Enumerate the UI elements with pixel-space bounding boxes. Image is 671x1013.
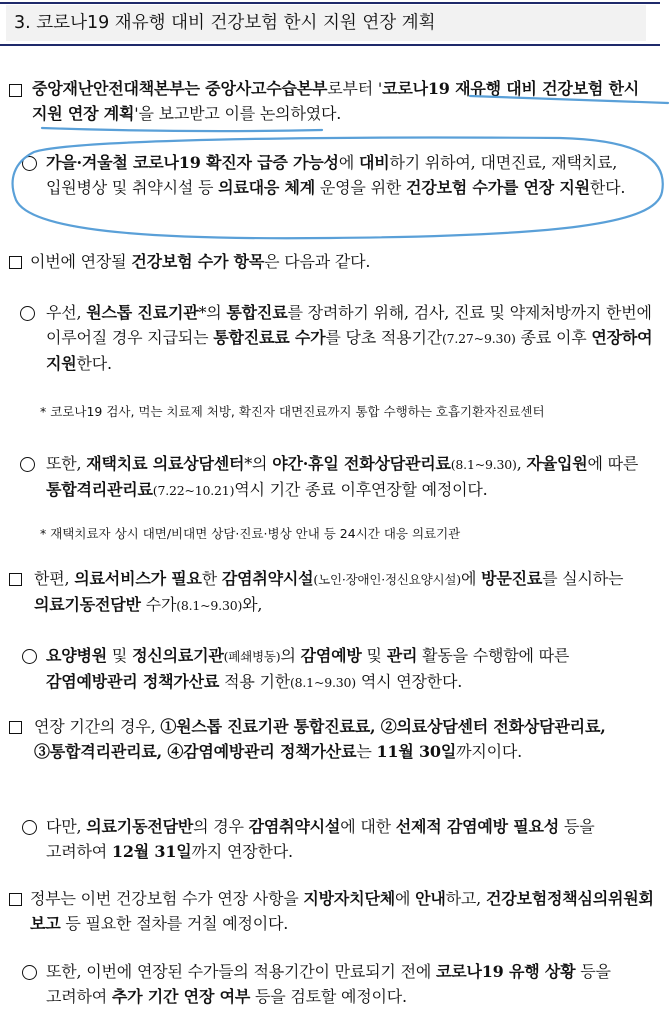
pen-underline-mark bbox=[42, 128, 322, 131]
circle-bullet-icon bbox=[22, 649, 37, 664]
title-rule-bottom bbox=[0, 44, 660, 46]
circle-bullet-icon bbox=[22, 965, 37, 980]
footnote-2: * 재택치료자 상시 대면/비대면 상담·진료·병상 안내 등 24시간 대응 의료기관 bbox=[40, 526, 461, 541]
paragraph-3-sub: 요양병원 및 정신의료기관(폐쇄병동)의 감염예방 및 관리 활동을 수행함에 따른 감염예방관리 정책가산료 적용 기한(8.1~9.30) 역시 연장한다. bbox=[46, 646, 570, 691]
circle-bullet-icon bbox=[20, 457, 35, 472]
square-bullet-icon bbox=[9, 721, 22, 734]
paragraph-1 bbox=[32, 76, 657, 126]
circle-bullet-icon bbox=[22, 820, 37, 835]
p1s-bold-3: 의료대응 체계 bbox=[218, 178, 316, 197]
square-bullet-icon bbox=[9, 84, 22, 97]
paragraph-4: 연장 기간의 경우, ①원스톱 진료기관 통합진료료, ②의료상담센터 전화상담관리료, ③통합격리관리료, ④감염예방관리 정책가산료는 11월 30일까지이다. bbox=[34, 717, 606, 761]
square-bullet-icon bbox=[9, 256, 22, 269]
title-rule-top bbox=[0, 2, 660, 4]
p1s-bold-2: 대비 bbox=[358, 153, 390, 172]
p2-bold: 건강보험 수가 항목 bbox=[131, 252, 265, 271]
p1-bold-org: 중앙재난안전대책본부는 중앙사고수습본부 bbox=[32, 79, 328, 98]
paragraph-5-sub: 또한, 이번에 연장된 수가들의 적용기간이 만료되기 전에 코로나19 유행 상황 등을 고려하여 추가 기간 연장 여부 등을 검토할 예정이다. bbox=[46, 962, 611, 1006]
circle-bullet-icon bbox=[22, 156, 37, 171]
paragraph-2-sub-1: 우선, 원스톱 진료기관*의 통합진료를 장려하기 위해, 검사, 진료 및 약제처방까지 한번에 이루어질 경우 지급되는 통합진료료 수가를 당초 적용기간(7.27~9.30) 종료 이후 연장하여 지원한다. bbox=[46, 303, 653, 373]
section-title: 3. 코로나19 재유행 대비 건강보험 한시 지원 연장 계획 bbox=[6, 5, 646, 41]
paragraph-2: 이번에 연장될 건강보험 수가 항목은 다음과 같다. bbox=[30, 252, 371, 271]
p1-text: 로부터 ' bbox=[327, 79, 383, 98]
square-bullet-icon bbox=[9, 573, 22, 586]
paragraph-4-sub: 다만, 의료기동전담반의 경우 감염취약시설에 대한 선제적 감염예방 필요성 등을 고려하여 12월 31일까지 연장한다. bbox=[46, 817, 595, 861]
square-bullet-icon bbox=[9, 893, 22, 906]
p1-text-end: '을 보고받고 이를 논의하였다. bbox=[134, 104, 342, 123]
p1s-bold-4: 건강보험 수가를 연장 지원 bbox=[405, 178, 590, 197]
footnote-1: * 코로나19 검사, 먹는 치료제 처방, 확진자 대면진료까지 통합 수행하는 호흡기환자진료센터 bbox=[40, 404, 545, 419]
p1-bold-plan: 코로나19 재유행 대비 건강보험 한시 지원 연장 계획 bbox=[32, 79, 640, 123]
paragraph-3: 한편, 의료서비스가 필요한 감염취약시설(노인·장애인·정신요양시설)에 방문진료를 실시하는 의료기동전담반 수가(8.1~9.30)와, bbox=[34, 569, 624, 614]
paragraph-5: 정부는 이번 건강보험 수가 연장 사항을 지방자치단체에 안내하고, 건강보험정책심의위원회 보고 등 필요한 절차를 거칠 예정이다. bbox=[30, 889, 654, 933]
paragraph-2-sub-2: 또한, 재택치료 의료상담센터*의 야간·휴일 전화상담관리료(8.1~9.30), 자율입원에 따른 통합격리관리료(7.22~10.21)역시 기간 종료 이후연장할 예정이다. bbox=[46, 454, 639, 499]
p1s-bold-1: 가을·겨울철 코로나19 확진자 급증 가능성 bbox=[46, 153, 339, 172]
circle-bullet-icon bbox=[20, 306, 35, 321]
paragraph-1-sub: 가을·겨울철 코로나19 확진자 급증 가능성에 대비하기 위하여, 대면진료, 재택치료, 입원병상 및 취약시설 등 의료대응 체계 운영을 위한 건강보험 수가를 연장 지원한다. bbox=[46, 153, 626, 197]
